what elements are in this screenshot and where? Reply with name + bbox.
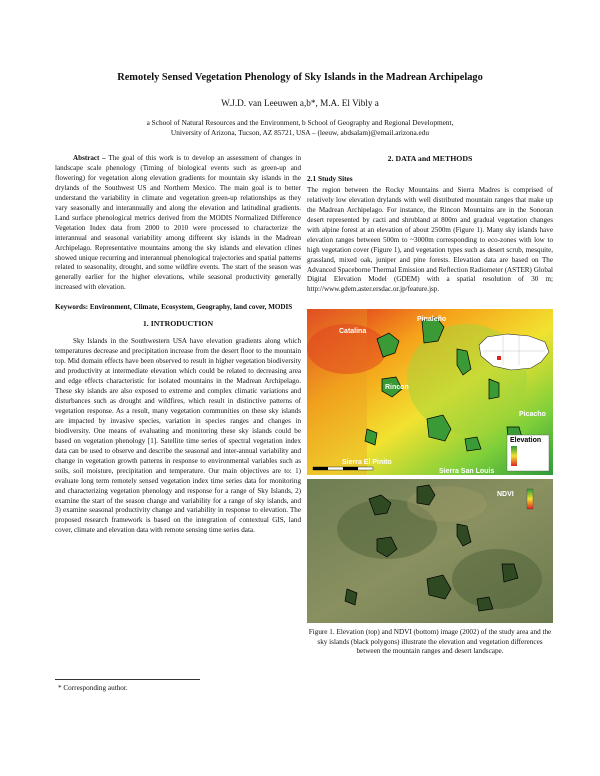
legend-elevation-label: Elevation	[510, 437, 542, 444]
study-sites-text: The region between the Rocky Mountains and Sierra Madres is comprised of relatively low elevation drylands with well distributed mountain ranges that make up the Madrean Archipelago. For instance, the Rincon Mountains are in the Sonoran desert represented by cacti and shrubland at 800m and gradual vegetation changes with alpine forest at an elevation of about 2500m (Figure 1). Many sky islands have elevation ranges between 500m to ~3000m corresponding to eco-zones with low to high vegetation cover (Figure 1), and vegetation types such as desert scrub, mesquite, grassland, mixed oak, juniper and pine forests. Elevation data are based on The Advanced Spaceborne Thermal Emission and Reflection Radiometer (ASTER) Global Digital Elevation Model (GDEM) with a spatial resolution of 30 m; http://www.gdem.aster.ersdac.or.jp/feature.jsp.	[307, 185, 553, 294]
keywords: Keywords: Environment, Climate, Ecosystem, Geography, land cover, MODIS	[55, 303, 293, 312]
elevation-map	[307, 309, 553, 475]
abstract-text: The goal of this work is to develop an assessment of changes in landscape scale phenology (Timing of biological events such as green-up and flowering) for vegetation along elevation gradients for mountain sky islands in the drylands of the Southwest US and Northern Mexico. The main goal is to better understand the variability in climate and vegetation green-up relationships as they vary seasonally and interannually and along the elevation and latitudinal gradients. Land surface phenological metrics derived from the MODIS Normalized Difference Vegetation Index data from 2000 to 2010 were processed to characterize the interannual and seasonal variability among different sky islands in the Madrean Archipelago. Representative mountains among the sky islands and elevation clines showed unique recurring and interannual phenological trajectories and spatial patterns related to seasonality, drought, and some wildfire events. The start of the season was generally earlier for the higher elevations, while seasonal productivity generally increased with elevation.	[55, 154, 301, 292]
affiliation	[0, 118, 600, 138]
data-methods-heading: 2. DATA and METHODS	[387, 154, 473, 163]
affiliation-line-1: a School of Natural Resources and the Environment, b School of Geography and Regional Development,	[146, 118, 454, 127]
label-catalina: Catalina	[339, 328, 367, 335]
affiliation-line-2: University of Arizona, Tucson, AZ 85721, USA – (leeuw, abdsalam)@email.arizona.edu	[170, 128, 430, 137]
intro-text: Sky Islands in the Southwestern USA have elevation gradients along which temperatures decrease and precipitation increase from the desert floor to the mountain top. Mid domain effects have been observed to result in higher vegetation biodiversity and productivity at intermediate elevation which could be related to decreasing area and edge effects characteristic for isolated mountains in the Madrean Archipelago. These sky islands are also exposed to extreme and complex climatic variations and disturbances such as drought and wildfires, which result in distinctive patterns of vegetation response. As a result, many vegetation communities on these sky islands are impacted by invasive species, variation in species ranges and changes in biodiversity. One means of evaluating and monitoring these sky islands could be based on vegetation phenology [1]. Satellite time series of spectral vegetation index data can be used to observe and describe the seasonal and inter-annual variability and change in vegetation growth patterns in response to environmental variables such as soils, soil moisture, precipitation and temperature. Our main objectives are to: 1) evaluate long term remotely sensed vegetation index time series data for monitoring and characterizing vegetation phenology and response for a range of Sky Islands, 2) examine the start of the season change and variability for a range of sky islands, and 3) examine seasonal productivity change and variability in response to elevation. The proposed research framework is based on the integration of contextual GIS, land cover, climate and elevation data with remote sensing time series data.	[55, 337, 301, 535]
figure-1	[307, 309, 553, 623]
elevation-legend	[507, 435, 549, 471]
abstract	[55, 154, 301, 293]
authors: W.J.D. van Leeuwen a,b*, M.A. El Vibly a	[221, 98, 379, 108]
label-sierra-san-louis: Sierra San Louis	[439, 468, 495, 475]
label-pinaleno: Pinaleño	[417, 316, 447, 323]
label-sierra-el-pinito: Sierra El Pinito	[342, 459, 392, 466]
study-sites-heading: 2.1 Study Sites	[307, 173, 353, 183]
label-picacho: Picacho	[519, 411, 546, 418]
left-column	[55, 154, 301, 536]
abstract-label: Abstract –	[73, 154, 106, 162]
right-column	[307, 148, 553, 295]
figure-caption: Figure 1. Elevation (top) and NDVI (bottom) image (2002) of the study area and the sky islands (black polygons) illustrate the elevation and vegetation differences between the mountain ranges and desert landscape.	[308, 628, 552, 655]
label-rincon: Rincon	[385, 384, 409, 391]
intro-heading: 1. INTRODUCTION	[142, 319, 214, 329]
paper-title: Remotely Sensed Vegetation Phenology of Sky Islands in the Madrean Archipelago	[117, 72, 483, 83]
footnote-rule	[55, 679, 200, 680]
label-ndvi: NDVI	[497, 491, 514, 498]
footnote: * Corresponding author.	[58, 684, 128, 692]
ndvi-map	[307, 479, 553, 623]
scale-bar	[313, 467, 373, 470]
